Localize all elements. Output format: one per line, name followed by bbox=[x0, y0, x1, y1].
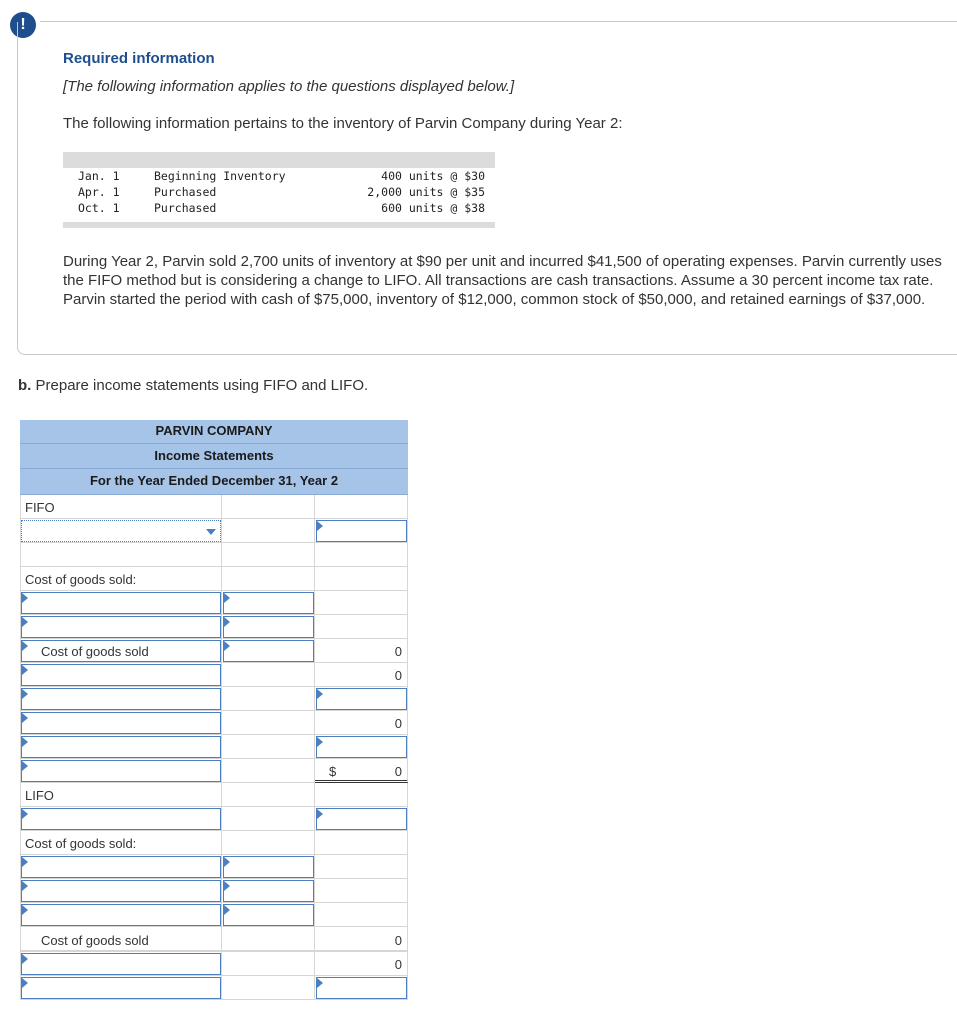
amount-input[interactable] bbox=[316, 808, 407, 830]
lifo-cogs-header-row bbox=[20, 831, 408, 855]
input-marker-icon bbox=[22, 881, 28, 891]
account-input[interactable] bbox=[21, 736, 221, 758]
table-row bbox=[20, 855, 408, 879]
table-row bbox=[20, 543, 408, 567]
lifo-gross-margin-row bbox=[20, 952, 408, 976]
inventory-desc: Purchased bbox=[154, 201, 217, 215]
account-input[interactable] bbox=[21, 808, 221, 830]
table-row bbox=[20, 903, 408, 927]
table-row bbox=[20, 735, 408, 759]
input-marker-icon bbox=[22, 689, 28, 699]
inventory-row bbox=[63, 201, 495, 217]
inventory-row bbox=[63, 169, 495, 185]
cogs-header-label: Cost of goods sold: bbox=[20, 567, 222, 591]
amount-input[interactable] bbox=[223, 904, 314, 926]
inventory-date: Apr. 1 bbox=[78, 185, 120, 199]
company-name-header: PARVIN COMPANY bbox=[20, 420, 408, 444]
statement-period-header: For the Year Ended December 31, Year 2 bbox=[20, 469, 408, 495]
account-input[interactable] bbox=[21, 856, 221, 878]
lifo-cogs-total-value: 0 bbox=[394, 933, 402, 948]
lifo-label: LIFO bbox=[20, 783, 222, 807]
input-marker-icon bbox=[22, 665, 28, 675]
problem-paragraph: During Year 2, Parvin sold 2,700 units of inventory at $90 per unit and incurred $41,500 of operating expenses. Parvin currently uses the FIFO method but is considering a change to LIFO. All transactions are cash transactions. Assume a 30 percent income tax rate. Parvin started the period with cash of $75,000, inventory of $12,000, common stock of $50,000, and retained earnings of $37,000. bbox=[63, 253, 942, 308]
input-marker-icon bbox=[317, 978, 323, 988]
inventory-date: Oct. 1 bbox=[78, 201, 120, 215]
amount-input[interactable] bbox=[316, 688, 407, 710]
inventory-row bbox=[63, 185, 495, 201]
account-input[interactable] bbox=[21, 880, 221, 902]
inventory-desc: Purchased bbox=[154, 185, 217, 199]
input-marker-icon bbox=[317, 809, 323, 819]
lifo-cogs-header-label: Cost of goods sold: bbox=[20, 831, 222, 855]
input-marker-icon bbox=[22, 761, 28, 771]
question-b bbox=[18, 377, 368, 394]
input-marker-icon bbox=[22, 905, 28, 915]
inventory-table-bottom-bar bbox=[63, 222, 495, 228]
input-marker-icon bbox=[224, 593, 230, 603]
input-marker-icon bbox=[22, 954, 28, 964]
account-input[interactable] bbox=[21, 712, 221, 734]
inventory-qty: 2,000 units @ $35 bbox=[367, 185, 485, 199]
pertains-text: The following information pertains to the inventory of Parvin Company during Year 2: bbox=[63, 115, 623, 132]
fifo-cogs-total-row bbox=[20, 639, 408, 663]
table-row bbox=[20, 879, 408, 903]
fifo-gross-margin-value: 0 bbox=[394, 668, 402, 683]
applies-note: [The following information applies to the questions displayed below.] bbox=[63, 78, 515, 95]
amount-input[interactable] bbox=[223, 592, 314, 614]
input-marker-icon bbox=[224, 857, 230, 867]
inventory-date: Jan. 1 bbox=[78, 169, 120, 183]
account-input[interactable] bbox=[21, 592, 221, 614]
currency-symbol: $ bbox=[329, 764, 337, 779]
amount-input[interactable] bbox=[223, 880, 314, 902]
statement-title-header: Income Statements bbox=[20, 444, 408, 469]
input-marker-icon bbox=[317, 737, 323, 747]
account-input[interactable] bbox=[21, 616, 221, 638]
inventory-qty: 400 units @ $30 bbox=[367, 169, 485, 183]
amount-input[interactable] bbox=[223, 856, 314, 878]
account-input[interactable] bbox=[21, 904, 221, 926]
input-marker-icon bbox=[22, 978, 28, 988]
fifo-cogs-total-label: Cost of goods sold bbox=[20, 639, 222, 663]
input-marker-icon bbox=[22, 617, 28, 627]
fifo-section-row bbox=[20, 495, 408, 519]
account-input[interactable] bbox=[21, 977, 221, 999]
input-marker-icon bbox=[224, 617, 230, 627]
input-marker-icon bbox=[22, 857, 28, 867]
fifo-net-income-row bbox=[20, 759, 408, 783]
input-marker-icon bbox=[22, 809, 28, 819]
account-input[interactable] bbox=[21, 760, 221, 782]
inventory-table bbox=[63, 152, 495, 228]
lifo-cogs-total-label: Cost of goods sold bbox=[20, 928, 222, 952]
input-marker-icon bbox=[317, 521, 323, 531]
account-input[interactable] bbox=[21, 953, 221, 975]
amount-input[interactable] bbox=[223, 616, 314, 638]
table-row bbox=[20, 519, 408, 543]
lifo-section-row bbox=[20, 783, 408, 807]
input-marker-icon bbox=[22, 593, 28, 603]
table-row bbox=[20, 591, 408, 615]
fifo-pretax-row bbox=[20, 711, 408, 735]
inventory-table-top-bar bbox=[63, 152, 495, 168]
input-marker-icon bbox=[317, 689, 323, 699]
amount-input[interactable] bbox=[316, 736, 407, 758]
inventory-qty: 600 units @ $38 bbox=[367, 201, 485, 215]
lifo-gross-margin-value: 0 bbox=[394, 957, 402, 972]
fifo-cogs-total-value: 0 bbox=[394, 644, 402, 659]
question-b-label: b. bbox=[18, 377, 32, 394]
chevron-down-icon bbox=[206, 529, 216, 535]
input-marker-icon bbox=[224, 905, 230, 915]
revenue-account-select[interactable] bbox=[21, 520, 221, 542]
question-b-text: Prepare income statements using FIFO and LIFO. bbox=[31, 377, 369, 394]
fifo-gross-margin-row bbox=[20, 663, 408, 687]
account-input[interactable] bbox=[21, 664, 221, 686]
amount-input[interactable] bbox=[316, 520, 407, 542]
required-info-title: Required information bbox=[63, 50, 215, 67]
account-input[interactable] bbox=[21, 688, 221, 710]
table-row bbox=[20, 687, 408, 711]
alert-icon: ! bbox=[10, 12, 36, 38]
cogs-header-row bbox=[20, 567, 408, 591]
amount-input[interactable] bbox=[316, 977, 407, 999]
input-marker-icon bbox=[224, 881, 230, 891]
input-marker-icon bbox=[22, 713, 28, 723]
table-row bbox=[20, 615, 408, 639]
inventory-desc: Beginning Inventory bbox=[154, 169, 286, 183]
lifo-cogs-total-row bbox=[20, 928, 408, 952]
table-row bbox=[20, 807, 408, 831]
fifo-net-income-value: 0 bbox=[394, 764, 402, 779]
table-row bbox=[20, 976, 408, 1000]
fifo-label: FIFO bbox=[20, 495, 222, 519]
input-marker-icon bbox=[22, 737, 28, 747]
fifo-pretax-value: 0 bbox=[394, 716, 402, 731]
